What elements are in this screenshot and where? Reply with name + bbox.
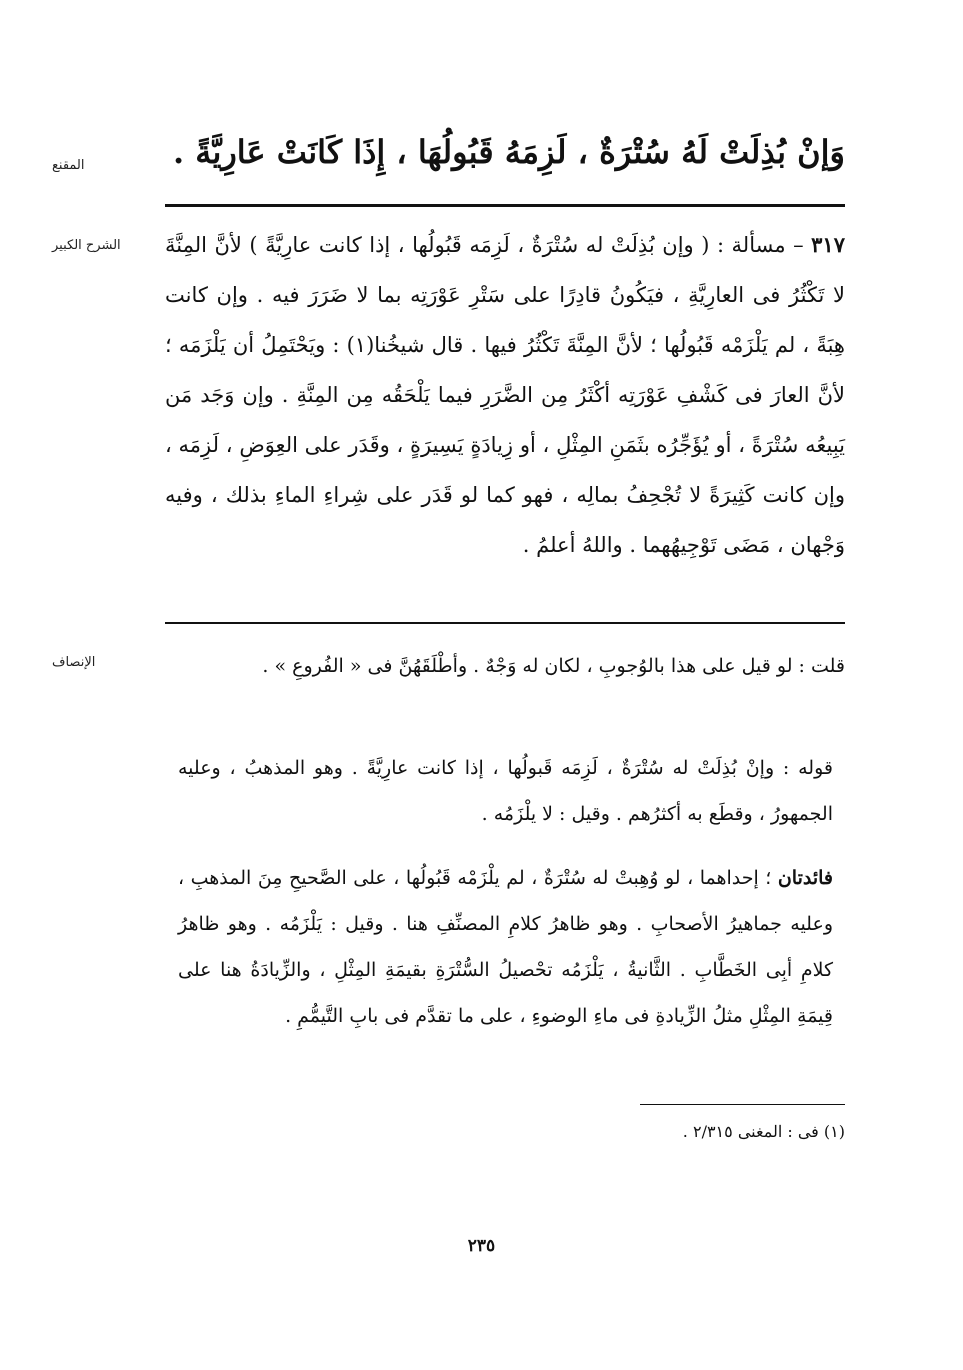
insaf-paragraph-3-body: ؛ إحداهما ، لو وُهِبتْ له سُتْرَةٌ ، لم يلْزَمْه قَبُولُها ، على الصَّحيحِ مِنَ المذهبِ ، وعليه جماهيرُ الأصحابِ . وهو ظاهرُ كلامِ المصنِّفِ هنا . وقيل : يَلْزَمُه . وهو ظاهرُ كلامِ أبِى الخَطَّابِ . الثَّانيةُ ، يَلْزَمُه تحْصيلُ السُّتْرَةِ بقيمَةِ المِثْلِ ، والزِّيادَةُ هنا على قِيمَةِ المِثْلِ مثلُ الزِّيادةِ فى ماءِ الوضوءِ ، على ما تقدَّم فى بابِ التَّيمُّمِ . (178, 867, 833, 1027)
footnote: (١) فى : المغنى ٢/٣١٥ . (682, 1122, 845, 1141)
matn-text: وَإنْ بُذِلَتْ لَهُ سُتْرَةٌ ، لَزِمَهُ قَبُولُهَا ، إِذَا كَانَتْ عَارِيَّةً . (173, 133, 845, 171)
page-number: ٢٣٥ (467, 1236, 496, 1256)
sharh-divider (165, 622, 845, 624)
insaf-paragraph-2: قوله : وإنْ بُذِلَتْ له سُتْرَةٌ ، لَزِمَه قَبولُها ، إذا كانت عارِيَّةً . وهو المذهبُ ، وعليه الجمهورُ ، وقطَع به أكثرُهم . وقيل : لا يلْزَمُه . (178, 757, 833, 825)
insaf-paragraph-3 (178, 855, 833, 1039)
fa-idatan-heading: فائدتان (777, 867, 833, 889)
matn-divider (165, 204, 845, 207)
insaf-label: الإنصاف (52, 655, 96, 670)
sharh-text (165, 220, 845, 570)
sharh-label: الشرح الكبير (52, 238, 121, 253)
muqni-label: المقنع (52, 158, 85, 173)
insaf-paragraph-1: قلت : لو قيل على هذا بالوُجوبِ ، لكان له وَجْهٌ . وأطْلَقَهُنَّ فى « الفُروعِ » . (262, 655, 845, 677)
footnote-divider (640, 1104, 845, 1105)
mas-ala-number: ٣١٧ (811, 232, 845, 257)
sharh-body: – مسألة : ( وإن بُذِلَتْ له سُتْرَةٌ ، لَزِمَه قَبُولُها ، إذا كانت عارِيَّةً ) لأنَّ المِنَّةَ لا تَكْثُرُ فى العارِيَّةِ ، فيَكُونُ قادِرًا على سَتْرِ عَوْرَتِه بما لا ضَرَرَ فيه . وإن كانت هِبَةً ، لم يَلْزَمْه قَبُولُها ؛ لأنَّ المِنَّةَ تَكْثُرُ فيها . قال شيخُنا(١) : ويَحْتَمِلُ أن يَلْزَمَه ؛ لأنَّ العارَ فى كَشْفِ عَوْرَتِه أكْثَرُ مِن الضَّرَرِ فيما يَلْحَقُه مِن المِنَّةِ . وإن وَجَد مَن يَبِيعُه سُتْرَةً ، أو يُؤَجِّرُه بثَمَنِ المِثْلِ ، أو زِيادَةٍ يَسِيرَةٍ ، وقَدَر على العِوَضِ ، لَزِمَه ، وإن كانت كَثِيرَةً لا تُجْحِفُ بمالِه ، فهو كما لو قَدَر على شِراءِ الماءِ بذلك ، وفيه وَجْهان ، مَضَى تَوْجِيهُهما . واللهُ أعلمُ . (165, 233, 846, 557)
